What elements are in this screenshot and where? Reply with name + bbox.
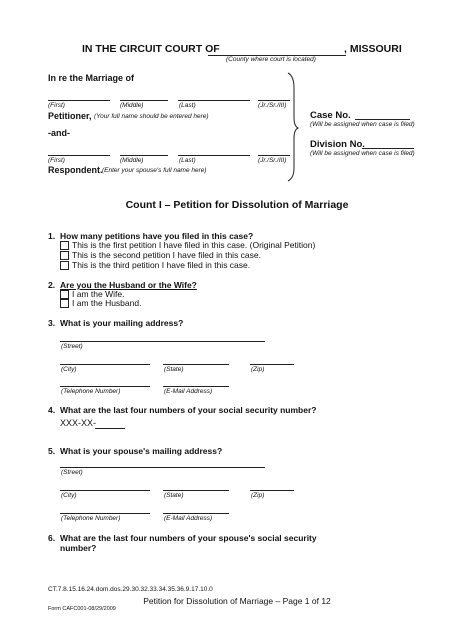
division-no-field[interactable] <box>362 148 414 149</box>
q6-text-line2: number? <box>60 543 97 553</box>
petitioner-middle-field[interactable] <box>120 100 168 101</box>
page-title: Count I – Petition for Dissolution of Marriage <box>125 199 349 211</box>
q5-street-field[interactable] <box>60 467 265 468</box>
petitioner-first-caption: (First) <box>48 102 65 109</box>
q1-option3-checkbox[interactable] <box>60 261 69 270</box>
petitioner-last-caption: (Last) <box>179 102 196 109</box>
respondent-suffix-caption: (Jr./Sr./III) <box>258 157 287 164</box>
q3-text: What is your mailing address? <box>60 318 184 328</box>
respondent-hint: (Enter your spouse's full name here) <box>102 167 207 174</box>
q5-text: What is your spouse's mailing address? <box>60 446 223 456</box>
petitioner-hint: (Your full name should be entered here) <box>94 113 209 120</box>
q1-option1-label: This is the first petition I have filed in this case. (Original Petition) <box>72 240 316 250</box>
q3-zip-caption: (Zip) <box>251 366 265 373</box>
respondent-middle-field[interactable] <box>120 155 168 156</box>
q5-zip-caption: (Zip) <box>251 492 265 499</box>
court-prefix: IN THE CIRCUIT COURT OF <box>82 43 220 55</box>
q3-street-field[interactable] <box>60 341 265 342</box>
q5-number: 5. <box>48 446 56 456</box>
q1-option2-checkbox[interactable] <box>60 251 69 260</box>
q6-number: 6. <box>48 533 56 543</box>
q3-zip-field[interactable] <box>250 364 294 365</box>
case-no-hint: (Will be assigned when case is filed) <box>310 121 415 128</box>
q3-email-caption: (E-Mail Address) <box>164 388 213 395</box>
petitioner-suffix-caption: (Jr./Sr./III) <box>258 102 287 109</box>
q1-option3-label: This is the third petition I have filed in this case. <box>72 260 251 270</box>
q5-state-caption: (State) <box>164 492 184 499</box>
q3-number: 3. <box>48 318 56 328</box>
case-no-label: Case No. <box>310 110 351 121</box>
q3-state-field[interactable] <box>163 364 229 365</box>
q1-text: How many petitions have you filed in this case? <box>60 231 254 241</box>
q1-option2-label: This is the second petition I have filed in this case. <box>72 250 261 260</box>
footer-code: CT.7.8.15.16.24.dom.dos.29.30.32.33.34.35.36.9.17.10.0 <box>48 586 213 593</box>
court-suffix: , MISSOURI <box>344 43 402 55</box>
county-caption: (County where court is located) <box>226 56 316 63</box>
petitioner-middle-caption: (Middle) <box>120 102 144 109</box>
q4-text: What are the last four numbers of your social security number? <box>60 405 317 415</box>
q3-city-caption: (City) <box>61 366 77 373</box>
q3-city-field[interactable] <box>60 364 150 365</box>
q5-zip-field[interactable] <box>250 490 294 491</box>
q2-wife-label: I am the Wife. <box>72 289 125 299</box>
division-no-hint: (Will be assigned when case is filed) <box>310 150 415 157</box>
q5-email-caption: (E-Mail Address) <box>164 515 213 522</box>
q1-number: 1. <box>48 231 56 241</box>
q3-street-caption: (Street) <box>61 343 83 350</box>
respondent-first-field[interactable] <box>48 155 110 156</box>
q2-wife-checkbox[interactable] <box>60 290 69 299</box>
and-label: -and- <box>48 128 70 138</box>
q4-ssn-field[interactable] <box>95 428 125 429</box>
respondent-last-caption: (Last) <box>179 157 196 164</box>
caption-bracket <box>286 72 300 182</box>
q5-phone-field[interactable] <box>60 513 150 514</box>
q5-city-field[interactable] <box>60 490 150 491</box>
q5-city-caption: (City) <box>61 492 77 499</box>
division-no-label: Division No. <box>310 139 365 150</box>
q1-option1-checkbox[interactable] <box>60 241 69 250</box>
in-re-label: In re the Marriage of <box>48 73 135 83</box>
respondent-middle-caption: (Middle) <box>120 157 144 164</box>
footer-page-label: Petition for Dissolution of Marriage – Page 1 of 12 <box>143 596 331 606</box>
q6-text-line1: What are the last four numbers of your spouse's social security <box>60 533 317 543</box>
case-no-field[interactable] <box>355 119 410 120</box>
q4-number: 4. <box>48 405 56 415</box>
q3-phone-caption: (Telephone Number) <box>61 388 121 395</box>
q3-state-caption: (State) <box>164 366 184 373</box>
q5-phone-caption: (Telephone Number) <box>61 515 121 522</box>
q3-phone-field[interactable] <box>60 386 150 387</box>
q4-ssn-prefix: XXX-XX- <box>60 418 97 428</box>
q5-email-field[interactable] <box>163 513 229 514</box>
petitioner-label: Petitioner, <box>48 111 92 121</box>
q3-email-field[interactable] <box>163 386 229 387</box>
q2-text: Are you the Husband or the Wife? <box>60 280 197 290</box>
q2-husband-checkbox[interactable] <box>60 299 69 308</box>
footer-form-id: Form CAFC001-08/29/2009 <box>48 606 116 612</box>
q5-state-field[interactable] <box>163 490 229 491</box>
respondent-first-caption: (First) <box>48 157 65 164</box>
petitioner-first-field[interactable] <box>48 100 110 101</box>
petitioner-last-field[interactable] <box>178 100 250 101</box>
q2-husband-label: I am the Husband. <box>72 298 142 308</box>
respondent-last-field[interactable] <box>178 155 250 156</box>
q2-number: 2. <box>48 280 56 290</box>
q5-street-caption: (Street) <box>61 469 83 476</box>
respondent-label: Respondent. <box>48 165 103 175</box>
